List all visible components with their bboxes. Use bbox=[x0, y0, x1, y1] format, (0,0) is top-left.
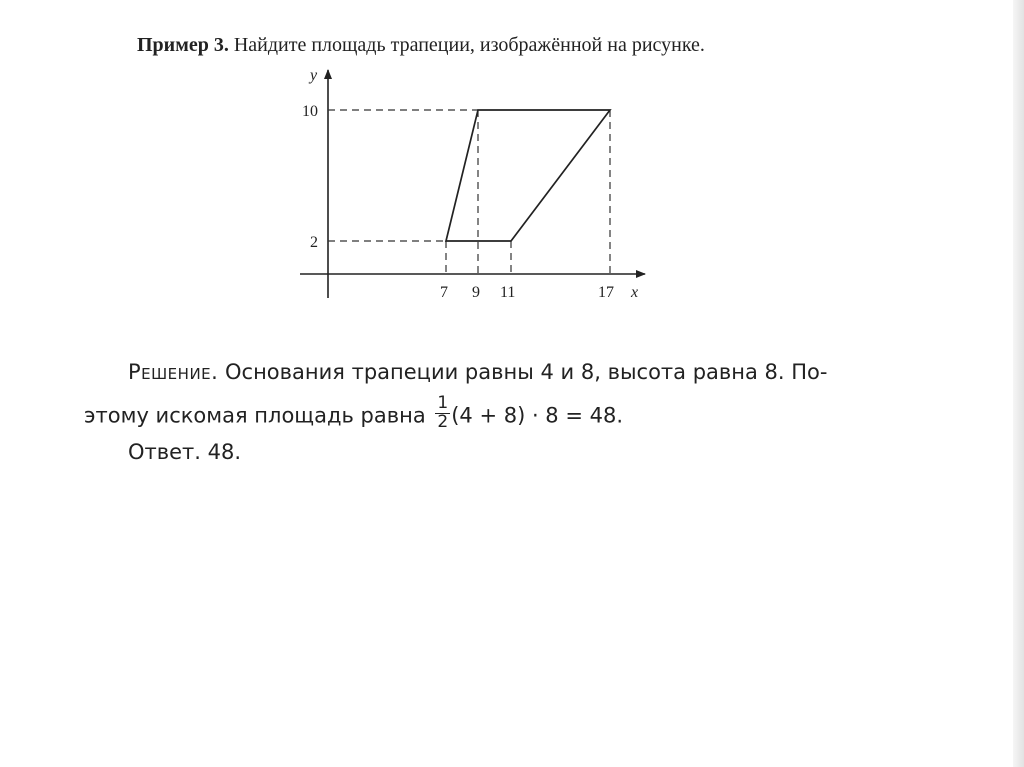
problem-statement bbox=[137, 34, 705, 57]
solution-line-1 bbox=[128, 360, 827, 384]
problem-text: Найдите площадь трапеции, изображённой на рисунке. bbox=[233, 34, 705, 56]
solution-text-2: этому искомая площадь равна bbox=[84, 403, 426, 428]
x-tick-7: 7 bbox=[440, 284, 448, 301]
solution-label: Решение. bbox=[128, 360, 219, 384]
answer-value: 48. bbox=[207, 440, 242, 464]
fraction-denominator: 2 bbox=[437, 411, 449, 432]
y-tick-10: 10 bbox=[302, 103, 318, 120]
answer-label: Ответ. bbox=[128, 440, 201, 464]
x-axis-label: x bbox=[631, 284, 639, 301]
x-tick-11: 11 bbox=[500, 284, 516, 301]
area-expression: (4 + 8) · 8 = 48. bbox=[451, 403, 624, 428]
y-axis-label: y bbox=[310, 67, 318, 84]
x-tick-9: 9 bbox=[472, 284, 480, 301]
problem-label: Пример 3. bbox=[137, 34, 229, 56]
trapezoid bbox=[446, 110, 610, 241]
trapezoid-figure bbox=[290, 60, 660, 310]
answer-line bbox=[128, 440, 241, 464]
fraction-one-half bbox=[435, 395, 450, 432]
guide-lines bbox=[328, 110, 610, 274]
fraction-numerator: 1 bbox=[437, 393, 449, 413]
page-edge-shadow bbox=[1013, 0, 1024, 767]
y-tick-2: 2 bbox=[310, 234, 318, 251]
x-tick-17: 17 bbox=[598, 284, 614, 301]
solution-text-1: Основания трапеции равны 4 и 8, высота равна 8. По- bbox=[225, 360, 828, 384]
solution-line-2 bbox=[84, 393, 624, 435]
